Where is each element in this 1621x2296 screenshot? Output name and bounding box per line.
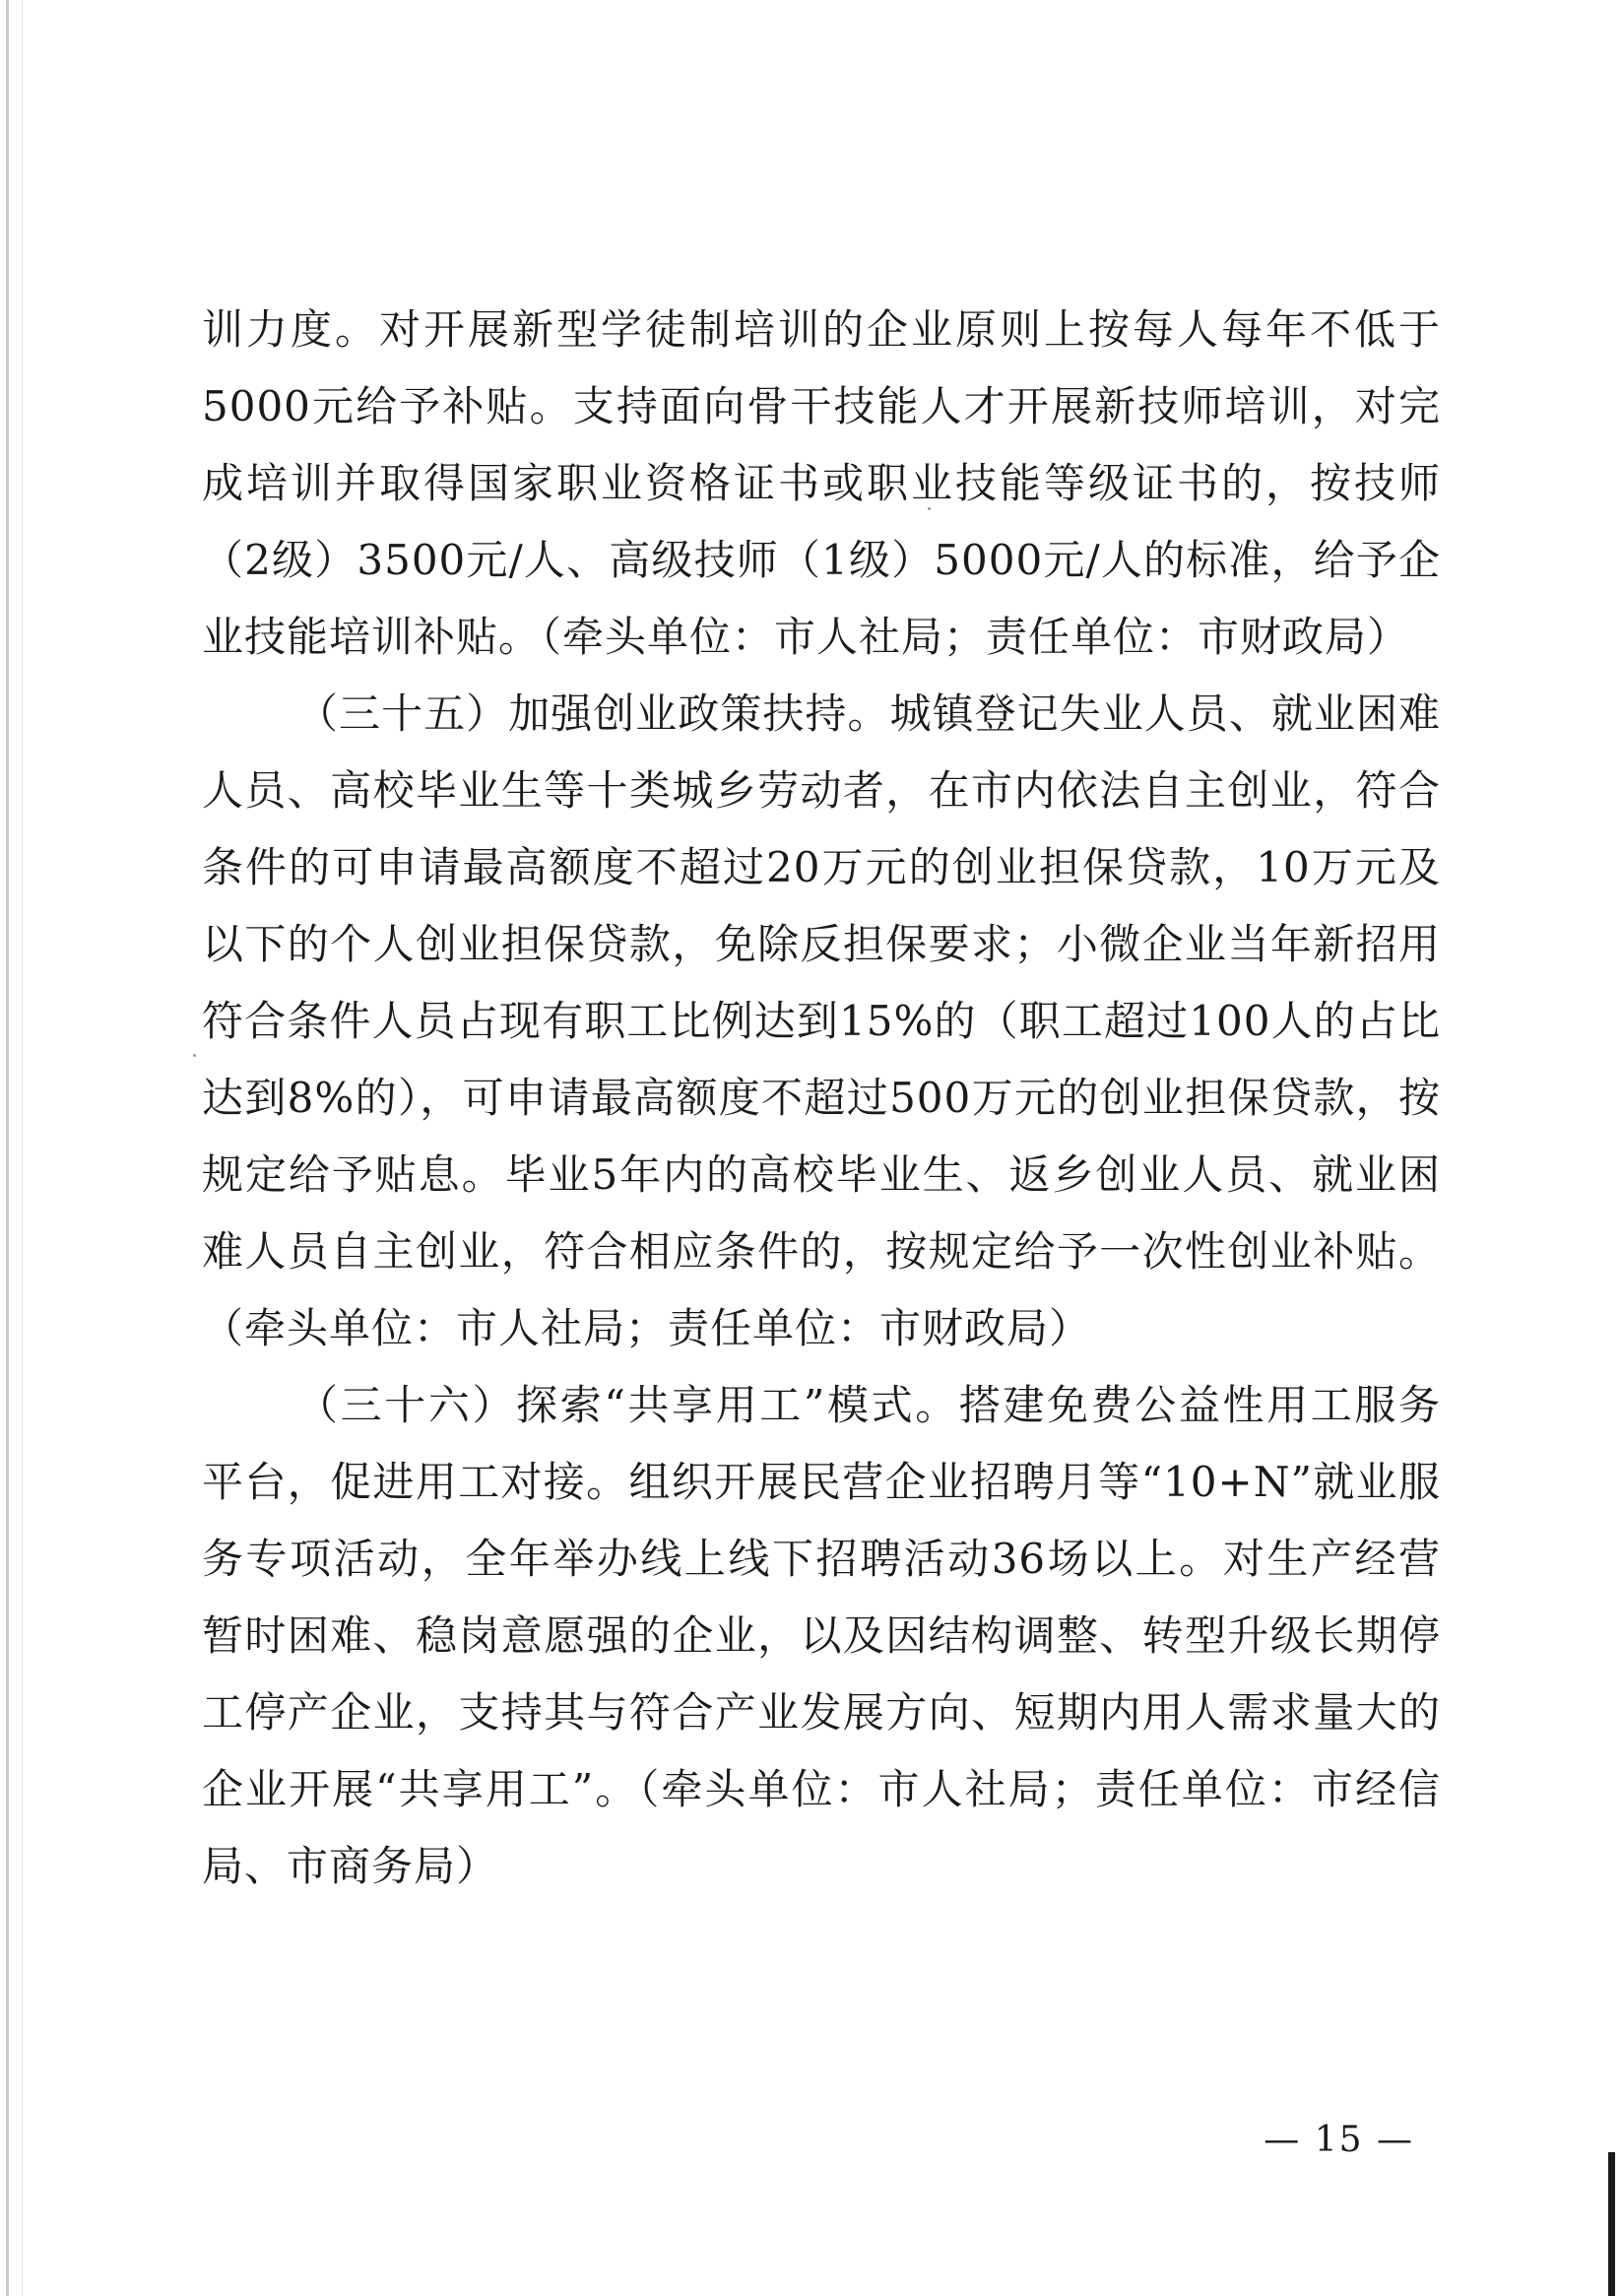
scan-right-edge-mark <box>1608 2152 1615 2296</box>
scan-left-edge-line <box>22 0 23 2296</box>
document-body <box>202 292 1441 1905</box>
paragraph-training-subsidy: 训力度。对开展新型学徒制培训的企业原则上按每人每年不低于5000元给予补贴。支持面向骨干技能人才开展新技师培训，对完成培训并取得国家职业资格证书或职业技能等级证书的，按技师（2级）3500元/人、高级技师（1级）5000元/人的标准，给予企业技能培训补贴。（牵头单位：市人社局；责任单位：市财政局） <box>202 305 1441 661</box>
paragraph-entrepreneurship-support: （三十五）加强创业政策扶持。城镇登记失业人员、就业困难人员、高校毕业生等十类城乡劳动者，在市内依法自主创业，符合条件的可申请最高额度不超过20万元的创业担保贷款，10万元及以下的个人创业担保贷款，免除反担保要求；小微企业当年新招用符合条件人员占现有职工比例达到15%的（职工超过100人的占比达到8%的），可申请最高额度不超过500万元的创业担保贷款，按规定给予贴息。毕业5年内的高校毕业生、返乡创业人员、就业困难人员自主创业，符合相应条件的，按规定给予一次性创业补贴。（牵头单位：市人社局；责任单位：市财政局） <box>202 689 1441 1352</box>
page-number: — 15 — <box>1264 2120 1414 2160</box>
paragraph-shared-employment: （三十六）探索“共享用工”模式。搭建免费公益性用工服务平台，促进用工对接。组织开展民营企业招聘月等“10+N”就业服务专项活动，全年举办线上线下招聘活动36场以上。对生产经营暂时困难、稳岗意愿强的企业，以及因结构调整、转型升级长期停工停产企业，支持其与符合产业发展方向、短期内用人需求量大的企业开展“共享用工”。（牵头单位：市人社局；责任单位：市经信局、市商务局） <box>202 1381 1441 1890</box>
scan-left-edge <box>6 0 9 2296</box>
scan-speck <box>193 1054 196 1057</box>
